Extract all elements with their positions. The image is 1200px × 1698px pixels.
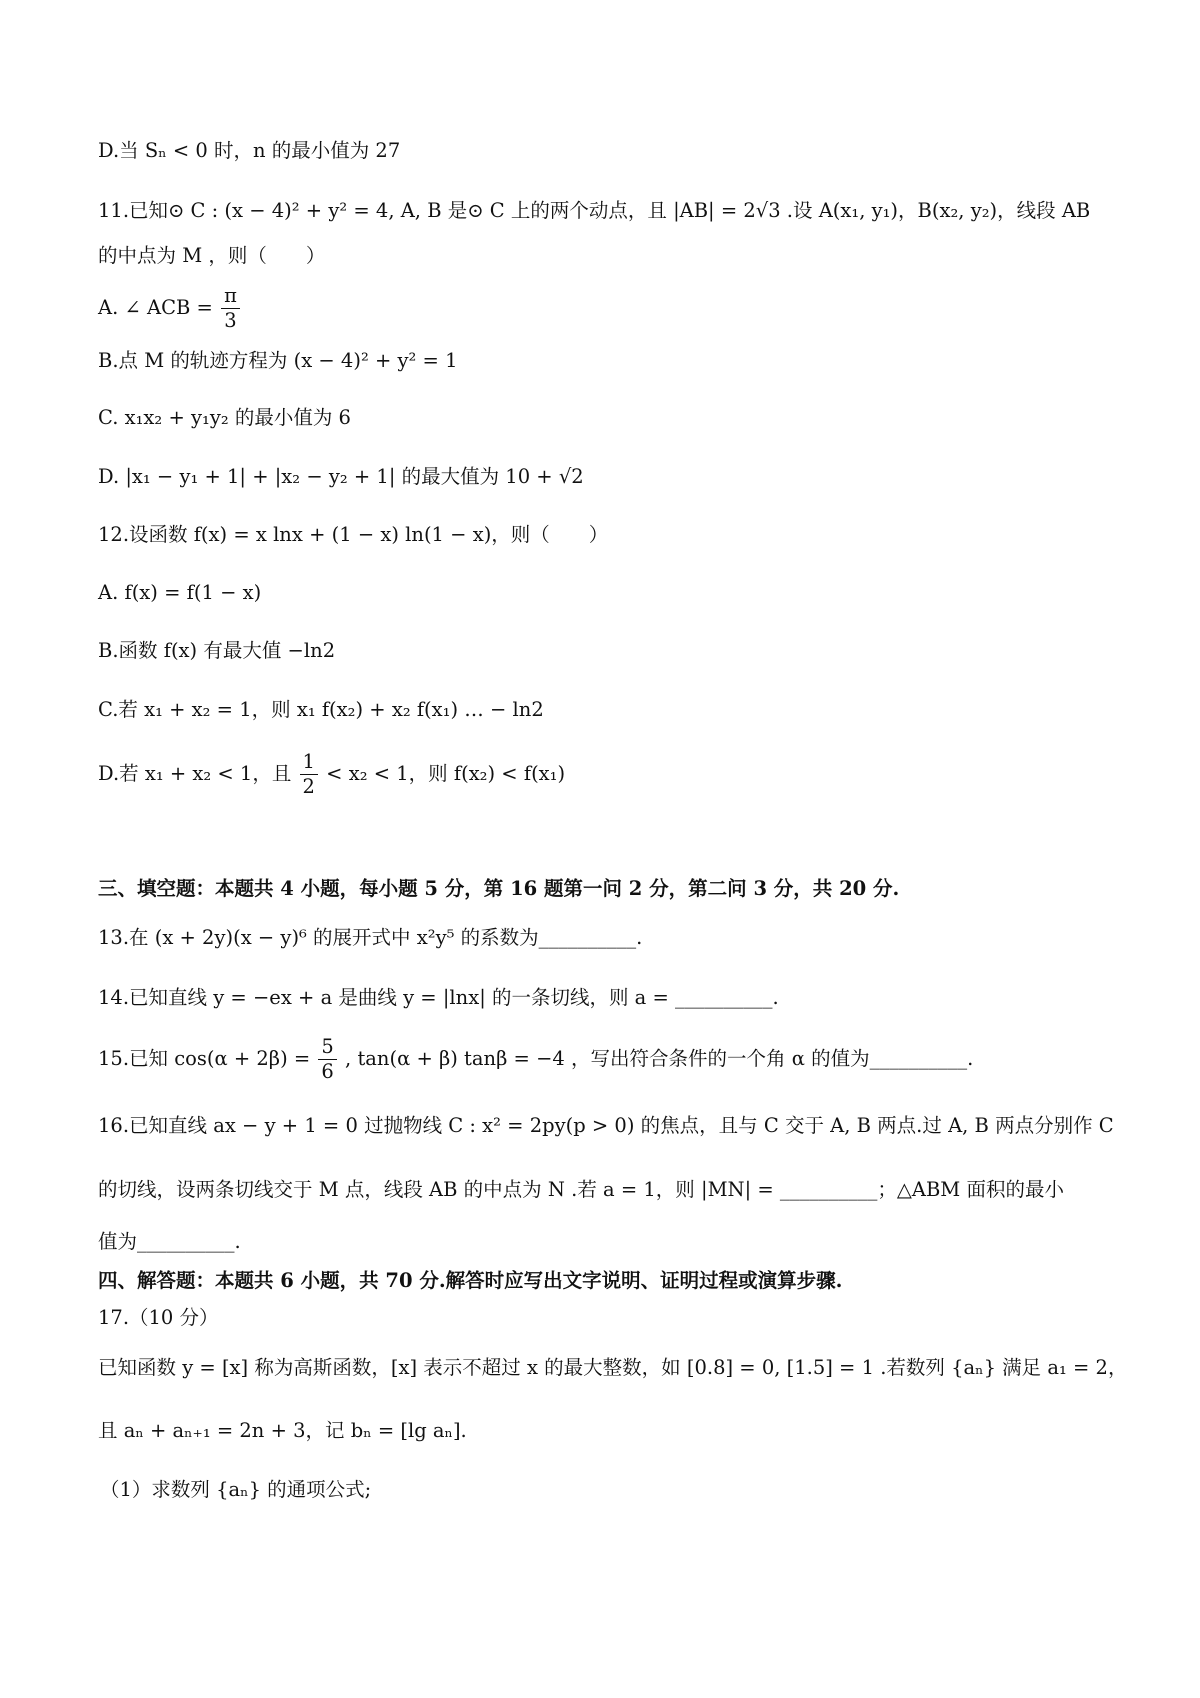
option-11a-text: A. ∠ ACB = [98,296,213,319]
question-17-part-1: （1）求数列 {aₙ} 的通项公式; [100,1478,372,1501]
question-15 [98,1035,973,1084]
question-16-stem: 16.已知直线 ax − y + 1 = 0 过抛物线 C : x² = 2py(p > 0) 的焦点，且与 C 交于 A, B 两点.过 A, B 两点分别作 C [98,1114,1114,1137]
question-17-header: 17.（10 分） [98,1306,219,1329]
question-15-text-b: , tan(α + β) tanβ = −4 ，写出符合条件的一个角 α 的值为__________. [345,1047,974,1070]
fraction-numerator: 1 [300,750,318,775]
fraction [221,284,240,333]
question-11-stem-cont: 的中点为 M ，则（ ） [98,244,326,267]
option-12d-text-a: D.若 x₁ + x₂ < 1，且 [98,762,292,785]
fraction-denominator: 3 [224,309,237,332]
question-13: 13.在 (x + 2y)(x − y)⁶ 的展开式中 x²y⁵ 的系数为__________. [98,926,643,949]
section-4-heading: 四、解答题：本题共 6 小题，共 70 分.解答时应写出文字说明、证明过程或演算步骤. [98,1269,843,1292]
fraction-numerator: π [221,284,240,309]
section-3-heading: 三、填空题：本题共 4 小题，每小题 5 分，第 16 题第一问 2 分，第二问 3 分，共 20 分. [98,877,900,900]
question-15-text-a: 15.已知 cos(α + 2β) = [98,1047,311,1070]
question-17-stem: 已知函数 y = [x] 称为高斯函数，[x] 表示不超过 x 的最大整数，如 [0.8] = 0, [1.5] = 1 .若数列 {aₙ} 满足 a₁ = 2， [98,1356,1128,1379]
option-12b: B.函数 f(x) 有最大值 −ln2 [98,639,336,662]
option-12d [98,750,565,799]
option-12a: A. f(x) = f(1 − x) [98,581,262,604]
fraction [300,750,318,799]
option-10d: D.当 Sₙ < 0 时，n 的最小值为 27 [98,139,401,162]
fraction-numerator: 5 [318,1035,336,1060]
option-11a [98,284,242,333]
fraction [318,1035,336,1084]
fraction-denominator: 2 [302,775,315,798]
option-11c: C. x₁x₂ + y₁y₂ 的最小值为 6 [98,406,351,429]
question-14: 14.已知直线 y = −ex + a 是曲线 y = |lnx| 的一条切线，则 a = __________. [98,986,779,1009]
fraction-denominator: 6 [321,1060,334,1083]
question-16-stem-end: 值为__________. [98,1230,241,1253]
question-11-stem: 11.已知⊙ C : (x − 4)² + y² = 4, A, B 是⊙ C 上的两个动点，且 |AB| = 2√3 .设 A(x₁, y₁)，B(x₂, y₂)，线段 AB [98,199,1091,222]
option-11b: B.点 M 的轨迹方程为 (x − 4)² + y² = 1 [98,349,458,372]
option-11d: D. |x₁ − y₁ + 1| + |x₂ − y₂ + 1| 的最大值为 10 + √2 [98,465,584,488]
option-12d-text-b: < x₂ < 1，则 f(x₂) < f(x₁) [326,762,566,785]
question-17-stem-cont: 且 aₙ + aₙ₊₁ = 2n + 3，记 bₙ = [lg aₙ]. [98,1419,467,1442]
question-12-stem: 12.设函数 f(x) = x lnx + (1 − x) ln(1 − x)，则（ ） [98,523,609,546]
option-12c: C.若 x₁ + x₂ = 1，则 x₁ f(x₂) + x₂ f(x₁) … − ln2 [98,698,544,721]
question-16-stem-cont: 的切线，设两条切线交于 M 点，线段 AB 的中点为 N .若 a = 1，则 |MN| = __________；△ABM 面积的最小 [98,1178,1064,1201]
